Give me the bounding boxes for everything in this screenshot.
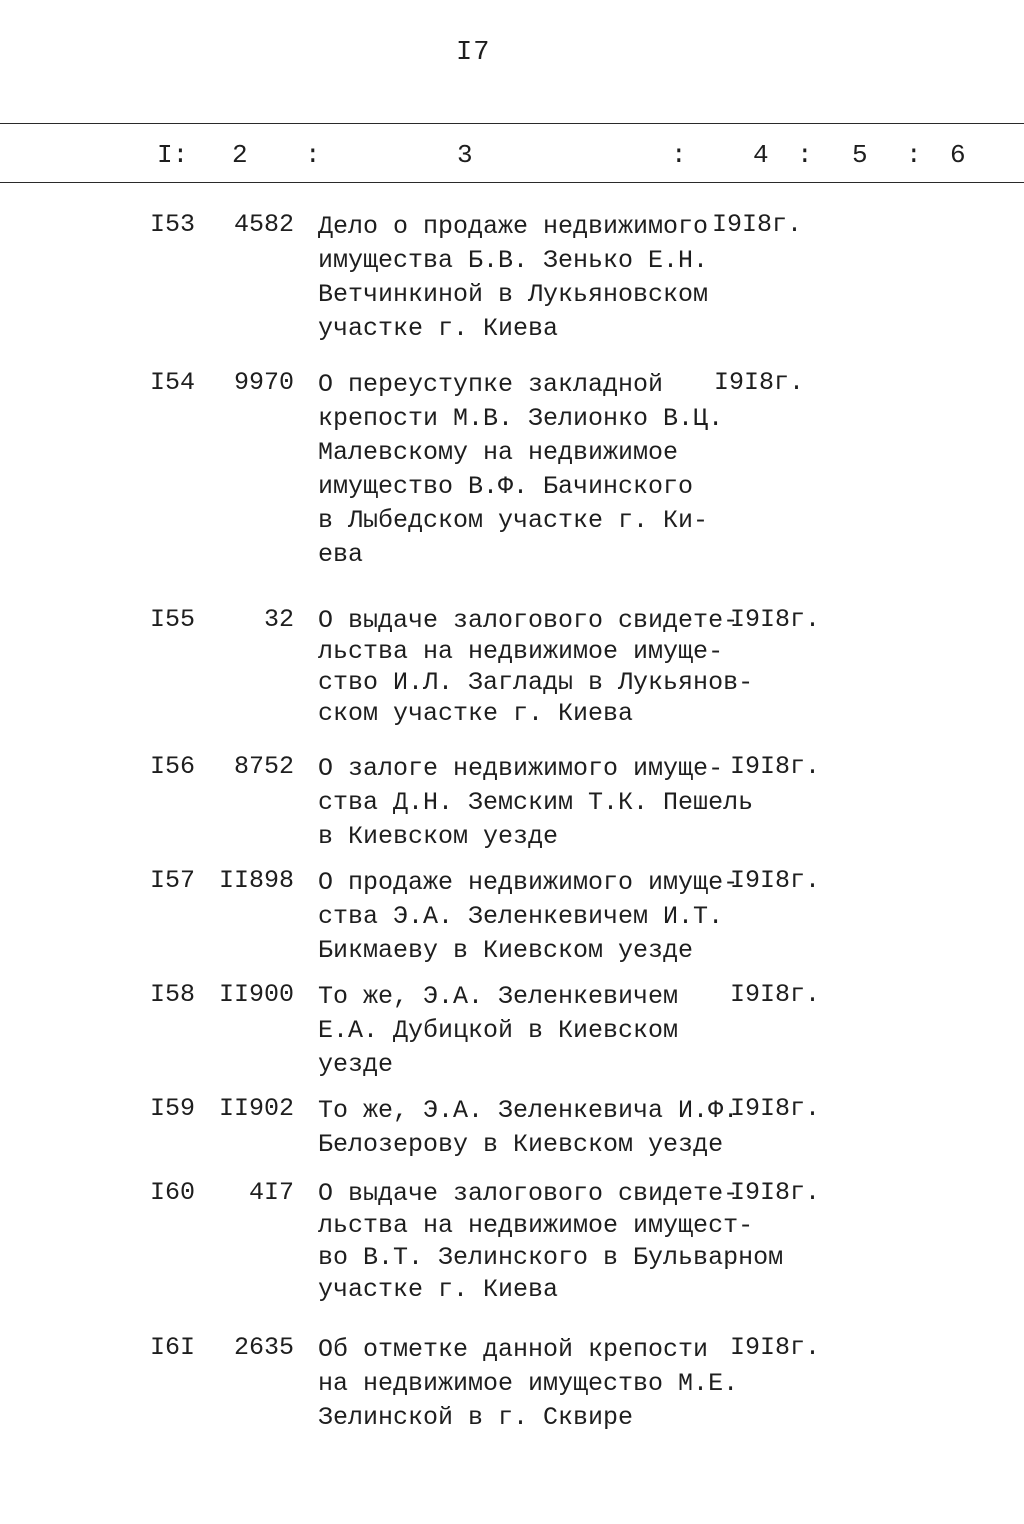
description-line: ева <box>318 540 364 569</box>
case-number: 32 <box>263 605 294 634</box>
record-year: I9I8г. <box>730 866 821 895</box>
case-number: 9970 <box>233 368 294 397</box>
description-line: Белозерову в Киевском уезде <box>318 1130 724 1159</box>
description-line: ском участке г. Киева <box>318 699 634 728</box>
description-line: ства Э.А. Зеленкевичем И.Т. <box>318 902 724 931</box>
description-line: ства Д.Н. Земским Т.К. Пешель <box>318 788 754 817</box>
description-line: участке г. Киева <box>318 1275 559 1304</box>
description-line: Об отметке данной крепости <box>318 1335 709 1364</box>
case-number: II902 <box>218 1094 294 1123</box>
record-year: I9I8г. <box>730 1178 821 1207</box>
description-line: Ветчинкиной в Лукьяновском <box>318 280 709 309</box>
record-number: I56 <box>150 752 196 781</box>
description-line: имущества Б.В. Зенько Е.Н. <box>318 246 709 275</box>
case-number: II900 <box>218 980 294 1009</box>
page-number: I7 <box>456 38 491 68</box>
header-top-rule <box>0 123 1024 124</box>
header-col-3: 3 <box>457 140 473 170</box>
record-year: I9I8г. <box>714 368 805 397</box>
case-number: 8752 <box>233 752 294 781</box>
record-number: I57 <box>150 866 196 895</box>
record-year: I9I8г. <box>712 210 803 239</box>
description-line: Зелинской в г. Сквире <box>318 1403 634 1432</box>
description-line: То же, Э.А. Зеленкевича И.Ф. <box>318 1096 739 1125</box>
record-description <box>318 605 758 729</box>
description-line: в Лыбедском участке г. Ки- <box>318 506 709 535</box>
description-line: О продаже недвижимого имуще- <box>318 868 739 897</box>
description-line: на недвижимое имущество М.Е. <box>318 1369 739 1398</box>
header-col-2: 2 <box>232 140 248 170</box>
record-description <box>318 752 758 854</box>
case-number: 4I7 <box>248 1178 294 1207</box>
description-line: уезде <box>318 1050 394 1079</box>
description-line: Малевскому на недвижимое <box>318 438 679 467</box>
description-line: О переуступке закладной <box>318 370 664 399</box>
record-number: I6I <box>150 1333 196 1362</box>
description-line: То же, Э.А. Зеленкевичем <box>318 982 679 1011</box>
description-line: в Киевском уезде <box>318 822 559 851</box>
description-line: О залоге недвижимого имуще- <box>318 754 724 783</box>
header-col-4: 4 <box>753 140 769 170</box>
record-description <box>318 980 758 1082</box>
record-description <box>318 1094 758 1162</box>
record-description <box>318 368 758 572</box>
description-line: имущество В.Ф. Бачинского <box>318 472 694 501</box>
record-year: I9I8г. <box>730 605 821 634</box>
header-col-5: 5 <box>852 140 868 170</box>
description-line: Бикмаеву в Киевском уезде <box>318 936 694 965</box>
case-number: 2635 <box>233 1333 294 1362</box>
description-line: во В.Т. Зелинского в Бульварном <box>318 1243 784 1272</box>
record-number: I53 <box>150 210 196 239</box>
header-separator: : <box>797 140 813 170</box>
header-separator: : <box>671 140 687 170</box>
record-number: I59 <box>150 1094 196 1123</box>
header-separator: : <box>305 140 321 170</box>
record-description <box>318 866 758 968</box>
record-number: I60 <box>150 1178 196 1207</box>
description-line: ство И.Л. Заглады в Лукьянов- <box>318 668 754 697</box>
description-line: участке г. Киева <box>318 314 559 343</box>
header-col-6: 6 <box>950 140 966 170</box>
description-line: Дело о продаже недвижимого <box>318 212 709 241</box>
case-number: II898 <box>218 866 294 895</box>
record-year: I9I8г. <box>730 1333 821 1362</box>
description-line: льства на недвижимое имуще- <box>318 637 724 666</box>
case-number: 4582 <box>233 210 294 239</box>
record-year: I9I8г. <box>730 980 821 1009</box>
description-line: О выдаче залогового свидете- <box>318 606 739 635</box>
header-bottom-rule <box>0 182 1024 183</box>
description-line: Е.А. Дубицкой в Киевском <box>318 1016 679 1045</box>
header-separator: : <box>906 140 922 170</box>
record-number: I58 <box>150 980 196 1009</box>
record-number: I55 <box>150 605 196 634</box>
header-col-1: I: <box>157 140 189 170</box>
record-year: I9I8г. <box>730 752 821 781</box>
record-description <box>318 1333 758 1435</box>
description-line: крепости М.В. Зелионко В.Ц. <box>318 404 724 433</box>
record-year: I9I8г. <box>730 1094 821 1123</box>
record-description <box>318 210 758 346</box>
description-line: О выдаче залогового свидете- <box>318 1179 739 1208</box>
description-line: льства на недвижимое имущест- <box>318 1211 754 1240</box>
record-number: I54 <box>150 368 196 397</box>
